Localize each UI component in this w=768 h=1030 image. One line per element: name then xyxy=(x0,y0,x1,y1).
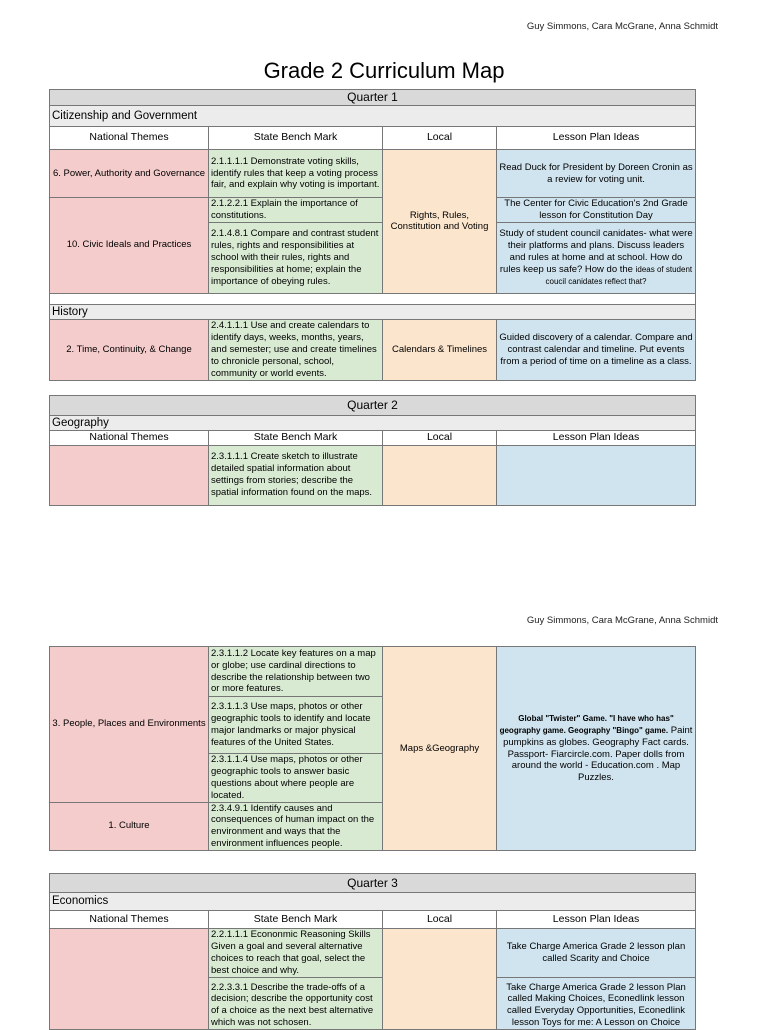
benchmark-cell: 2.1.4.8.1 Compare and contrast student rules, rights and responsibilities at school with their rules, rights and responsibilities at home; explain the importance of obeying rules. xyxy=(209,222,383,293)
national-theme-cell: 6. Power, Authority and Governance xyxy=(50,150,209,198)
lesson-plan-cell: Read Duck for President by Doreen Cronin as a review for voting unit. xyxy=(497,150,696,198)
section-geography: Geography xyxy=(50,416,696,431)
header-national-themes: National Themes xyxy=(50,431,209,445)
header-local: Local xyxy=(383,431,497,445)
header-national-themes: National Themes xyxy=(50,127,209,150)
header-state-benchmark: State Bench Mark xyxy=(209,431,383,445)
benchmark-cell: 2.3.1.1.4 Use maps, photos or other geographic tools to answer basic questions about where people are located. xyxy=(209,754,383,803)
national-theme-cell: 1. Culture xyxy=(50,802,209,851)
local-cell xyxy=(383,445,497,505)
quarter-2-header: Quarter 2 xyxy=(50,396,696,416)
header-local: Local xyxy=(383,127,497,150)
lesson-plan-cell: Take Charge America Grade 2 lesson Plan called Making Choices, Econedlink lesson called Everyday Opportunities, Econedlink lesson Toys for me: A Lesson on Choice xyxy=(497,977,696,1030)
header-state-benchmark: State Bench Mark xyxy=(209,127,383,150)
header-lesson-plan: Lesson Plan Ideas xyxy=(497,911,696,929)
quarter-3-table xyxy=(49,873,696,1030)
national-theme-cell: 10. Civic Ideals and Practices xyxy=(50,198,209,294)
author-line: Guy Simmons, Cara McGrane, Anna Schmidt xyxy=(526,615,718,626)
national-theme-cell: 2. Time, Continuity, & Change xyxy=(50,320,209,380)
quarter-1-table xyxy=(49,89,696,381)
benchmark-cell: 2.2.1.1.1 Econonmic Reasoning Skills Given a goal and several alternative choices to reach that goal, select the best choice and why. xyxy=(209,929,383,978)
spacer-row xyxy=(50,293,696,304)
lesson-plan-text: Paint pumpkins as globes. Geography Fact cards. Passport- Fiarcircle.com. Paper dolls from around the world - Education.com . Map Puzzles. xyxy=(503,724,693,784)
header-lesson-plan: Lesson Plan Ideas xyxy=(497,127,696,150)
benchmark-cell: 2.3.4.9.1 Identify causes and consequences of human impact on the environment and ways that the environment influences people. xyxy=(209,802,383,851)
local-cell: Maps &Geography xyxy=(383,647,497,851)
benchmark-cell: 2.1.1.1.1 Demonstrate voting skills, identify rules that keep a voting process fair, and explain why voting is important. xyxy=(209,150,383,198)
section-citizenship: Citizenship and Government xyxy=(50,106,696,127)
local-cell xyxy=(383,929,497,1030)
page-title: Grade 2 Curriculum Map xyxy=(263,58,505,83)
lesson-plan-cell: The Center for Civic Education's 2nd Grade lesson for Constitution Day xyxy=(497,198,696,223)
section-history: History xyxy=(50,304,696,319)
benchmark-cell: 2.4.1.1.1 Use and create calendars to identify days, weeks, months, years, and semester; use and create timelines to chronicle personal, school, community or world events. xyxy=(209,320,383,380)
quarter-1-header: Quarter 1 xyxy=(50,90,696,106)
lesson-plan-text-small: ideas of student coucil canidates reflect that? xyxy=(545,264,693,286)
header-state-benchmark: State Bench Mark xyxy=(209,911,383,929)
benchmark-cell: 2.1.2.2.1 Explain the importance of constitutions. xyxy=(209,198,383,223)
lesson-plan-cell xyxy=(497,647,696,851)
national-theme-cell xyxy=(50,445,209,505)
lesson-plan-text-small: Global "Twister" Game. "I have who has" geography game. Geography "Bingo" game. xyxy=(499,713,674,735)
header-local: Local xyxy=(383,911,497,929)
lesson-plan-cell xyxy=(497,445,696,505)
lesson-plan-text: Study of student council canidates- what were their platforms and plans. Discuss leaders and rules at home and at school. How do rules keep us safe? How do the xyxy=(499,228,693,275)
local-cell: Rights, Rules, Constitution and Voting xyxy=(383,150,497,294)
local-cell: Calendars & Timelines xyxy=(383,320,497,380)
benchmark-cell: 2.3.1.1.3 Use maps, photos or other geographic tools to identify and locate major landmarks or major physical features of the United States. xyxy=(209,697,383,754)
section-economics: Economics xyxy=(50,893,696,911)
lesson-plan-cell xyxy=(497,222,696,293)
header-lesson-plan: Lesson Plan Ideas xyxy=(497,431,696,445)
lesson-plan-cell: Take Charge America Grade 2 lesson plan called Scarity and Choice xyxy=(497,929,696,978)
benchmark-cell: 2.3.1.1.1 Create sketch to illustrate detailed spatial information about settings from stories; describe the spatial information found on the maps. xyxy=(209,445,383,505)
quarter-2-table xyxy=(49,395,696,506)
author-line: Guy Simmons, Cara McGrane, Anna Schmidt xyxy=(526,21,718,32)
header-national-themes: National Themes xyxy=(50,911,209,929)
benchmark-cell: 2.3.1.1.2 Locate key features on a map or globe; use cardinal directions to describe the relationship between two or more features. xyxy=(209,647,383,697)
quarter-3-header: Quarter 3 xyxy=(50,874,696,893)
lesson-plan-cell: Guided discovery of a calendar. Compare and contrast calendar and timeline. Put events from a period of time on a timeline as a class. xyxy=(497,320,696,380)
national-theme-cell: 3. People, Places and Environments xyxy=(50,647,209,803)
benchmark-cell: 2.2.3.3.1 Describe the trade-offs of a decision; describe the opportunity cost of a choice as the next best alternative which was not schosen. xyxy=(209,977,383,1030)
national-theme-cell xyxy=(50,929,209,1030)
quarter-2-continued-table xyxy=(49,646,696,851)
